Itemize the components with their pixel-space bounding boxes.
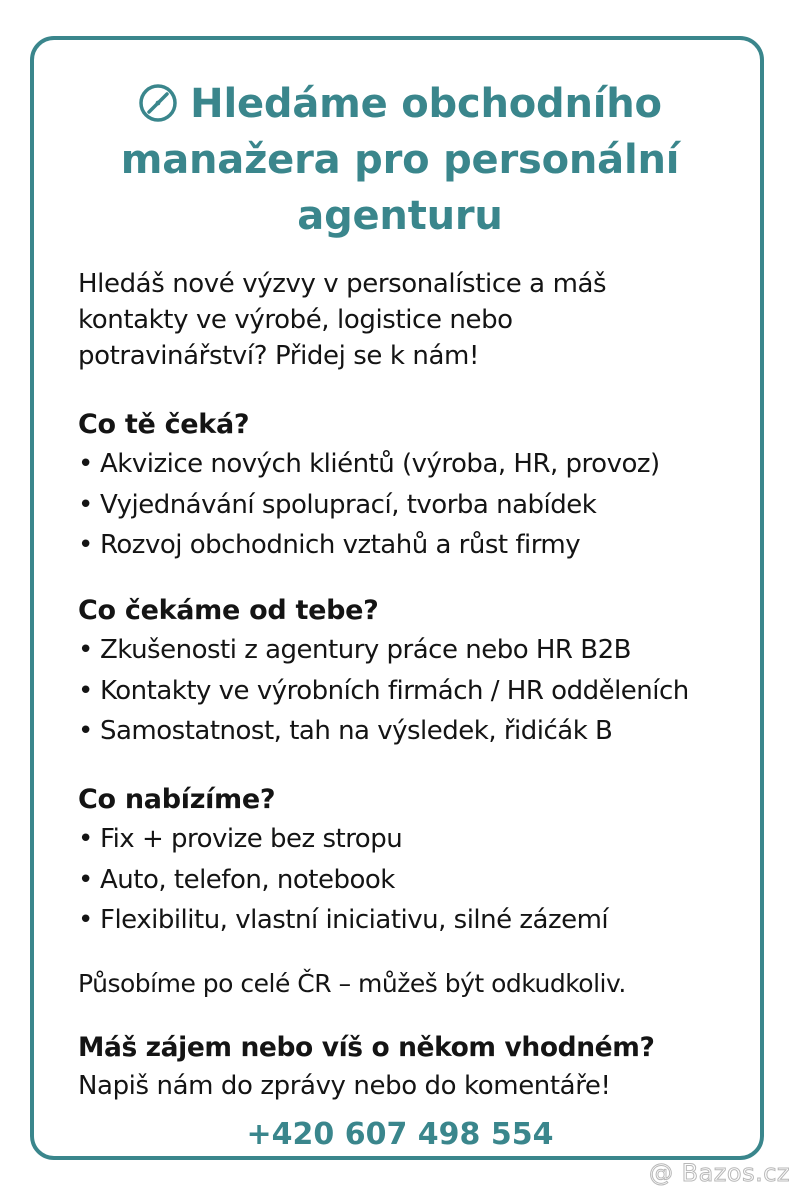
section-heading: Co čekáme od tebe? [78,595,379,626]
list-item [78,630,778,671]
list-item [78,485,778,526]
list-item [78,525,778,566]
bullet-list [78,444,778,566]
bullet-icon: • [78,864,93,895]
bullet-icon: • [78,675,93,706]
page-title [60,76,740,244]
title-line-1 [60,76,740,132]
bullet-icon: • [78,824,93,854]
intro-line: potravinářství? Přidej se k nám! [78,341,479,371]
list-item-text: Vyjednávání spoluprací, tvorba nabídek [100,489,597,520]
list-item [78,900,778,941]
bullet-icon: • [78,905,93,935]
bullet-icon: • [78,489,93,520]
bullet-icon: • [78,716,93,746]
list-item-text: Akvizice nových kliéntů (výroba, HR, provoz) [100,449,660,479]
title-line-2: manažera pro personální [120,137,680,183]
list-item [78,444,778,485]
list-item [78,860,778,901]
compass-icon [138,83,178,123]
bullet-list [78,819,778,941]
cta-heading: Máš zájem nebo víš o někom vhodném? [78,1032,655,1063]
bullet-icon: • [78,449,93,479]
phone-number[interactable]: +420 607 498 554 [246,1117,554,1152]
title-text-1: Hledáme obchodního [190,81,662,127]
list-item [78,671,778,712]
section-offer [78,781,778,941]
list-item-text: Kontakty ve výrobních firmách / HR odděleních [100,675,689,706]
list-item-text: Rozvoj obchodnich vztahů a růst firmy [100,530,581,560]
cta-text: Napiš nám do zprávy nebo do komentáře! [78,1071,611,1101]
coverage-note: Působíme po celé ČR – můžeš být odkudkoliv. [78,969,626,998]
section-heading: Co tě čeká? [78,409,250,440]
list-item-text: Samostatnost, tah na výsledek, řidićák B [100,716,613,746]
list-item-text: Zkušenosti z agentury práce nebo HR B2B [100,635,631,665]
intro-line: Hledáš nové výzvy v personalístice a máš [78,269,607,299]
bullet-icon: • [78,635,93,665]
intro-paragraph [78,266,758,374]
list-item [78,711,778,752]
list-item-text: Flexibilitu, vlastní iniciativu, silné zázemí [100,905,609,935]
bullet-icon: • [78,530,93,560]
section-requirements [78,592,778,752]
title-line-3: agenturu [297,193,503,239]
section-what-awaits [78,406,778,566]
list-item [78,819,778,860]
section-heading: Co nabízíme? [78,784,276,815]
intro-line: kontakty ve výrobé, logistice nebo [78,305,513,335]
list-item-text: Auto, telefon, notebook [100,864,395,895]
bullet-list [78,630,778,752]
list-item-text: Fix + provize bez stropu [100,824,403,854]
watermark: @ Bazos.cz [648,1159,790,1187]
